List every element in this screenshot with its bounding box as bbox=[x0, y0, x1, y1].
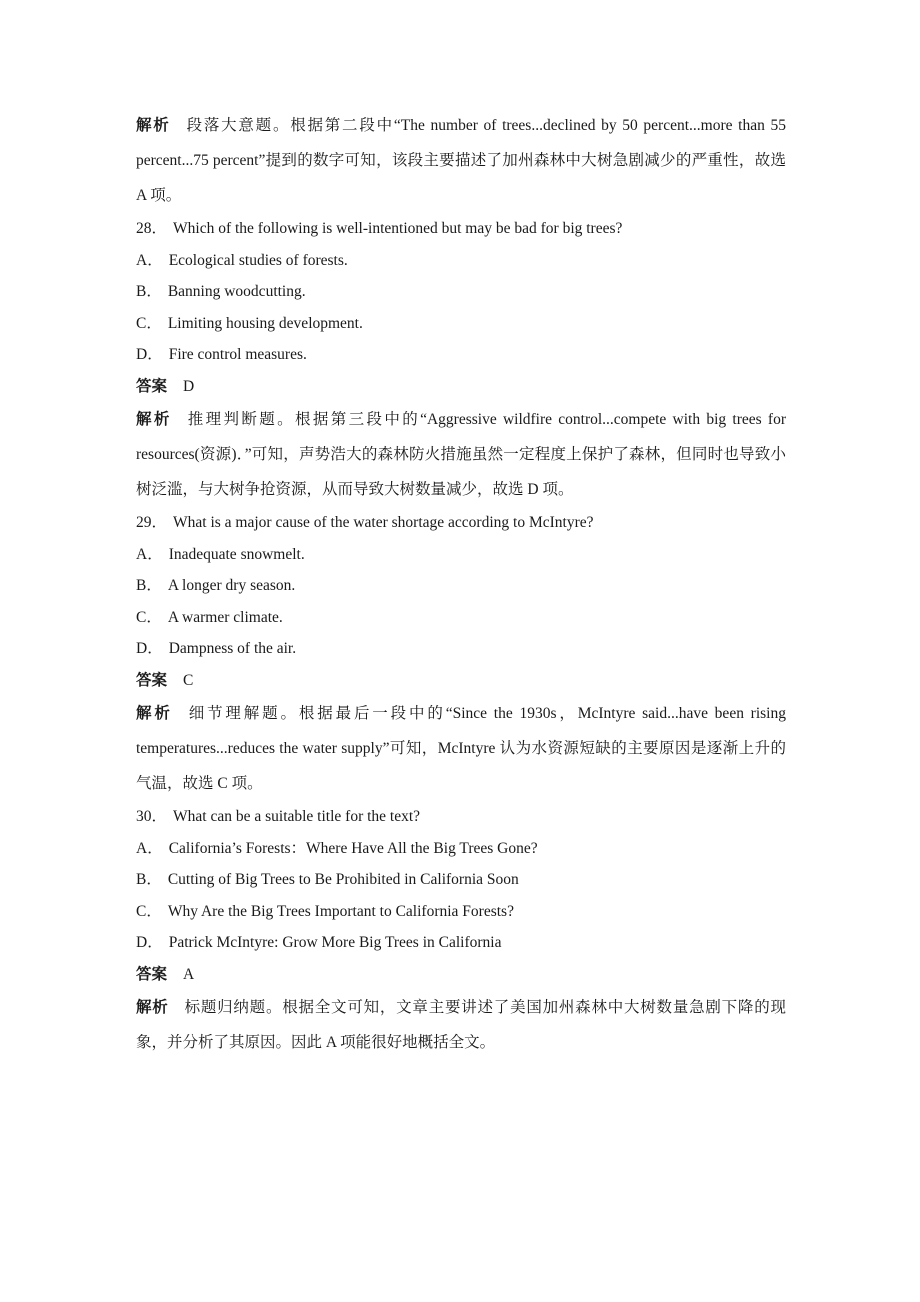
option-letter: A． bbox=[136, 251, 163, 269]
answer-value: D bbox=[183, 377, 195, 395]
option-text: California’s Forests：Where Have All the Big Trees Gone? bbox=[168, 839, 538, 857]
question-number: 30． bbox=[136, 808, 168, 825]
analysis-paragraph bbox=[136, 402, 786, 507]
option-c bbox=[136, 308, 786, 340]
option-text: A warmer climate. bbox=[167, 608, 283, 626]
option-letter: A． bbox=[136, 839, 163, 857]
analysis-label: 解析 bbox=[136, 117, 171, 134]
option-b bbox=[136, 864, 786, 896]
option-text: Limiting housing development. bbox=[167, 314, 363, 332]
option-letter: B． bbox=[136, 871, 162, 888]
analysis-paragraph bbox=[136, 990, 786, 1060]
analysis-text: 段落大意题。根据第二段中“The number of trees...declined by 50 percent...more than 55 percent...75 percent”提到的数字可知，该段主要描述了加州森林中大树急剧减少的严重性，故选 A 项。 bbox=[136, 117, 786, 204]
option-letter: C． bbox=[136, 314, 162, 332]
answer-label: 答案 bbox=[136, 965, 168, 983]
option-d bbox=[136, 633, 786, 665]
analysis-label: 解析 bbox=[136, 705, 173, 722]
option-d bbox=[136, 339, 786, 371]
question-29 bbox=[136, 507, 786, 539]
option-c bbox=[136, 896, 786, 928]
option-text: Cutting of Big Trees to Be Prohibited in California Soon bbox=[167, 871, 519, 888]
question-28 bbox=[136, 213, 786, 245]
question-number: 28． bbox=[136, 220, 168, 237]
option-text: Fire control measures. bbox=[168, 346, 307, 363]
document-page bbox=[136, 108, 786, 1060]
question-text: Which of the following is well-intentioned but may be bad for big trees? bbox=[173, 220, 623, 237]
question-30 bbox=[136, 801, 786, 833]
option-text: Why Are the Big Trees Important to California Forests? bbox=[167, 902, 514, 920]
analysis-label: 解析 bbox=[136, 411, 172, 428]
option-letter: C． bbox=[136, 902, 162, 920]
option-text: Dampness of the air. bbox=[168, 640, 297, 657]
analysis-paragraph bbox=[136, 108, 786, 213]
question-text: What can be a suitable title for the text? bbox=[173, 808, 421, 825]
analysis-text: 推理判断题。根据第三段中的“Aggressive wildfire control...compete with big trees for resources(资源)．”可知，声势浩大的森林防火措施虽然一定程度上保护了森林，但同时也导致小树泛滥，与大树争抢资源，从而导致大树数量减少，故选 D 项。 bbox=[136, 411, 786, 498]
option-d bbox=[136, 927, 786, 959]
analysis-label: 解析 bbox=[136, 999, 169, 1016]
option-letter: A． bbox=[136, 545, 163, 563]
option-letter: B． bbox=[136, 283, 162, 300]
option-b bbox=[136, 276, 786, 308]
answer-line bbox=[136, 371, 786, 403]
answer-line bbox=[136, 665, 786, 697]
answer-line bbox=[136, 959, 786, 991]
option-c bbox=[136, 602, 786, 634]
option-text: Patrick McIntyre: Grow More Big Trees in California bbox=[168, 934, 502, 951]
answer-value: C bbox=[183, 671, 194, 689]
analysis-text: 标题归纳题。根据全文可知，文章主要讲述了美国加州森林中大树数量急剧下降的现象，并分析了其原因。因此 A 项能很好地概括全文。 bbox=[136, 999, 786, 1051]
analysis-text: 细节理解题。根据最后一段中的“Since the 1930s，McIntyre said...have been rising temperatures...reduces the water supply”可知，McIntyre 认为水资源短缺的主要原因是逐渐上升的气温，故选 C 项。 bbox=[136, 705, 786, 792]
analysis-paragraph bbox=[136, 696, 786, 801]
option-a bbox=[136, 539, 786, 571]
answer-label: 答案 bbox=[136, 671, 168, 689]
answer-value: A bbox=[183, 965, 195, 983]
option-text: Ecological studies of forests. bbox=[168, 251, 348, 269]
option-letter: B． bbox=[136, 577, 162, 594]
option-letter: D． bbox=[136, 934, 163, 951]
option-a bbox=[136, 833, 786, 865]
question-number: 29． bbox=[136, 514, 168, 531]
question-text: What is a major cause of the water shortage according to McIntyre? bbox=[173, 514, 594, 531]
option-a bbox=[136, 245, 786, 277]
option-text: Banning woodcutting. bbox=[167, 283, 306, 300]
answer-label: 答案 bbox=[136, 377, 168, 395]
option-letter: D． bbox=[136, 346, 163, 363]
option-b bbox=[136, 570, 786, 602]
option-letter: C． bbox=[136, 608, 162, 626]
option-text: A longer dry season. bbox=[167, 577, 296, 594]
option-letter: D． bbox=[136, 640, 163, 657]
option-text: Inadequate snowmelt. bbox=[168, 545, 305, 563]
